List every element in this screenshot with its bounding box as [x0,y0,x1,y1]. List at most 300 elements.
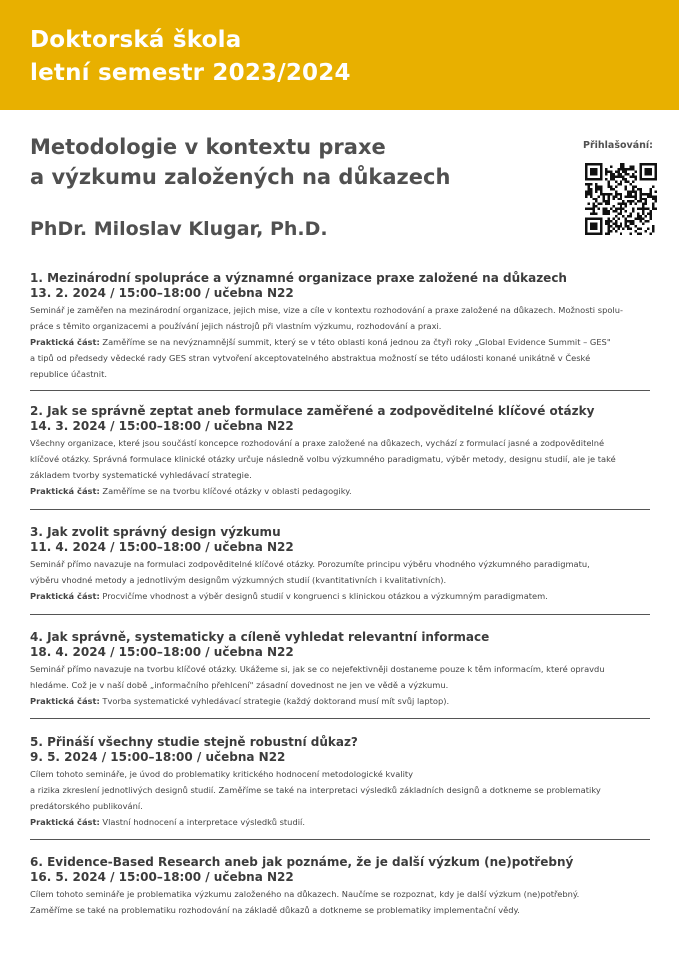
qr-module [650,168,652,170]
qr-module [595,218,597,220]
qr-module [612,223,614,225]
qr-module [587,208,589,210]
qr-module [647,193,649,195]
qr-module [647,208,649,210]
qr-module [597,233,599,235]
seminar-description [30,556,652,604]
qr-module [615,210,617,212]
seminar-section-4 [30,630,652,709]
qr-module [625,203,627,205]
description-line: výběru vhodné metody a jednotlivým designům výzkumných studií (kvantitativních i kvalitativních). [30,575,447,585]
qr-module [640,233,642,235]
qr-module [600,230,602,232]
qr-module [655,173,657,175]
seminar-title: 3. Jak zvolit správný design výzkumu [30,525,281,539]
qr-module [590,173,592,175]
qr-module [615,230,617,232]
qr-module [627,225,629,227]
qr-module [595,163,597,165]
qr-module [587,190,589,192]
qr-module [612,228,614,230]
qr-module [630,165,632,167]
qr-module [602,213,604,215]
qr-module [590,213,592,215]
qr-module [615,195,617,197]
qr-module [655,178,657,180]
qr-module [622,200,624,202]
qr-module [607,233,609,235]
practical-label: Praktická část: [30,337,100,347]
qr-module [590,193,592,195]
school-name: Doktorská škola [30,27,242,53]
qr-module [640,200,642,202]
qr-module [592,198,594,200]
qr-module [625,210,627,212]
qr-module [587,183,589,185]
qr-module [612,188,614,190]
qr-module [625,180,627,182]
section-divider [30,390,650,391]
qr-module [615,223,617,225]
qr-module [627,215,629,217]
qr-module [585,228,587,230]
qr-module [622,228,624,230]
qr-module [627,200,629,202]
qr-module [585,230,587,232]
qr-module [600,225,602,227]
qr-module [647,228,649,230]
practical-text: Zaměříme se na nevýznamnější summit, který se v této oblasti koná jednou za čtyři roky „Global Evidence Summit – GES" [102,337,611,347]
qr-module [632,220,634,222]
qr-module [595,183,597,185]
qr-module [605,233,607,235]
qr-module [620,173,622,175]
qr-module [647,178,649,180]
qr-module [647,173,649,175]
qr-module [602,195,604,197]
qr-module [627,168,629,170]
description-line: Cílem tohoto semináře, je úvod do problematiky kritického hodnocení metodologické kvality [30,769,414,779]
qr-module [617,228,619,230]
qr-module [650,195,652,197]
qr-module [605,223,607,225]
qr-module [595,225,597,227]
seminar-date: 11. 4. 2024 / 15:00–18:00 / učebna N22 [30,540,294,554]
qr-module [622,178,624,180]
qr-module [592,228,594,230]
qr-module [615,180,617,182]
qr-module [650,173,652,175]
qr-module [622,163,624,165]
qr-module [610,165,612,167]
qr-module [652,185,654,187]
qr-module [595,200,597,202]
qr-module [620,168,622,170]
qr-module [607,228,609,230]
seminar-date: 13. 2. 2024 / 15:00–18:00 / učebna N22 [30,286,294,300]
seminar-date: 18. 4. 2024 / 15:00–18:00 / učebna N22 [30,645,294,659]
qr-module [655,175,657,177]
qr-module [635,198,637,200]
qr-module [642,218,644,220]
qr-module [635,225,637,227]
qr-module [650,170,652,172]
description-line: Seminář je zaměřen na mezinárodní organizace, jejich mise, vize a cíle v kontextu rozhodování a praxe založené na důkazech. Možnosti spolu- [30,305,623,315]
qr-module [650,210,652,212]
description-line: Seminář přímo navazuje na formulaci zodpověditelné klíčové otázky. Porozumíte principu výběru vhodného výzkumného paradigmatu, [30,559,590,569]
seminar-description [30,302,652,382]
qr-module [637,233,639,235]
practical-line: republice účastnit. [30,369,107,379]
qr-module [600,185,602,187]
qr-module [600,228,602,230]
practical-label: Praktická část: [30,696,100,706]
qr-module [597,178,599,180]
qr-module [600,163,602,165]
qr-module [612,175,614,177]
qr-module [655,165,657,167]
qr-module [592,208,594,210]
qr-module [630,195,632,197]
qr-module [600,175,602,177]
qr-module [637,208,639,210]
qr-module [607,200,609,202]
qr-module [602,208,604,210]
practical-label: Praktická část: [30,486,100,496]
qr-module [587,193,589,195]
qr-module [600,170,602,172]
qr-module [650,233,652,235]
seminar-section-3 [30,525,652,604]
seminar-section-5 [30,735,652,830]
qr-module [600,223,602,225]
qr-module [587,203,589,205]
qr-module [587,188,589,190]
qr-module [622,203,624,205]
qr-module [620,163,622,165]
qr-module [595,213,597,215]
qr-module [637,218,639,220]
qr-module [585,175,587,177]
qr-module [625,173,627,175]
qr-module [655,163,657,165]
qr-module [620,195,622,197]
qr-module [587,218,589,220]
qr-module [595,173,597,175]
qr-module [587,163,589,165]
qr-module [595,190,597,192]
qr-module [617,175,619,177]
qr-module [652,225,654,227]
qr-module [607,210,609,212]
practical-text: Vlastní hodnocení a interpretace výsledků studií. [102,817,305,827]
qr-module [632,195,634,197]
qr-module [592,225,594,227]
qr-module [620,210,622,212]
qr-module [632,175,634,177]
qr-module [645,220,647,222]
qr-module [647,213,649,215]
qr-module [585,163,587,165]
seminar-description [30,435,652,499]
qr-module [630,200,632,202]
practical-line [30,483,652,499]
qr-module [610,185,612,187]
qr-module [600,203,602,205]
qr-module [585,165,587,167]
practical-line [30,588,652,604]
qr-module [617,213,619,215]
qr-module [625,195,627,197]
qr-module [590,223,592,225]
qr-module [607,198,609,200]
qr-module [620,205,622,207]
qr-module [620,180,622,182]
qr-module [655,170,657,172]
qr-module [590,183,592,185]
qr-module [640,208,642,210]
seminar-description [30,766,652,830]
qr-module [655,198,657,200]
qr-module [635,190,637,192]
seminar-date: 14. 3. 2024 / 15:00–18:00 / učebna N22 [30,419,294,433]
qr-module [610,188,612,190]
qr-module [627,190,629,192]
qr-module [607,213,609,215]
qr-module [590,233,592,235]
qr-module [592,205,594,207]
qr-module [620,165,622,167]
qr-module [617,198,619,200]
qr-module [642,198,644,200]
qr-module [627,220,629,222]
semester-label: letní semestr 2023/2024 [30,60,351,86]
seminar-section-2 [30,404,652,499]
qr-module [632,173,634,175]
qr-module [652,208,654,210]
qr-module [640,195,642,197]
qr-module [590,190,592,192]
qr-module [597,163,599,165]
header-banner [0,0,679,110]
qr-module [632,168,634,170]
qr-module [640,218,642,220]
seminar-description [30,886,652,918]
qr-module [630,190,632,192]
qr-module [632,180,634,182]
qr-module [600,233,602,235]
qr-module [655,200,657,202]
description-line: práce s těmito organizacemi a používání jejich nástrojů při vlastním výzkumu, rozhodování a praxi. [30,321,442,331]
qr-module [585,208,587,210]
qr-module [642,203,644,205]
qr-module [615,175,617,177]
practical-label: Praktická část: [30,591,100,601]
qr-module [632,208,634,210]
qr-module [632,200,634,202]
qr-module [612,205,614,207]
qr-module [617,173,619,175]
qr-module [597,185,599,187]
description-line: Seminář přímo navazuje na tvorbu klíčové otázky. Ukážeme si, jak se co nejefektivněji dostaneme pouze k těm informacím, které opravdu [30,664,605,674]
qr-module [590,218,592,220]
qr-module [602,198,604,200]
qr-module [590,195,592,197]
registration-qr-code[interactable] [585,163,657,235]
qr-module [595,170,597,172]
qr-module [635,218,637,220]
qr-module [650,193,652,195]
qr-module [597,188,599,190]
qr-module [592,173,594,175]
qr-module [617,218,619,220]
qr-module [620,208,622,210]
qr-module [585,173,587,175]
qr-module [600,178,602,180]
qr-module [600,218,602,220]
qr-module [620,175,622,177]
qr-module [605,213,607,215]
qr-module [635,193,637,195]
qr-module [607,203,609,205]
qr-module [652,195,654,197]
qr-module [640,220,642,222]
qr-module [615,215,617,217]
qr-module [610,208,612,210]
practical-text: Tvorba systematické vyhledávací strategie (každý doktorand musí mít svůj laptop). [102,696,450,706]
qr-module [652,205,654,207]
qr-module [630,168,632,170]
qr-module [590,178,592,180]
qr-module [600,220,602,222]
qr-module [585,178,587,180]
qr-module [607,225,609,227]
qr-module [622,208,624,210]
qr-module [590,170,592,172]
qr-module [595,188,597,190]
qr-module [585,223,587,225]
qr-module [605,193,607,195]
qr-module [635,195,637,197]
qr-module [645,203,647,205]
qr-module [645,178,647,180]
qr-module [652,230,654,232]
qr-module [600,168,602,170]
qr-module [585,225,587,227]
qr-module [630,183,632,185]
seminar-section-1 [30,271,652,382]
qr-module [617,193,619,195]
qr-module [620,213,622,215]
qr-module [617,203,619,205]
qr-module [625,170,627,172]
qr-module [647,195,649,197]
qr-module [612,218,614,220]
qr-module [592,218,594,220]
qr-module [655,195,657,197]
qr-module [632,210,634,212]
qr-module [642,205,644,207]
qr-module [602,200,604,202]
qr-module [600,190,602,192]
qr-module [627,180,629,182]
qr-module [607,183,609,185]
qr-module [612,195,614,197]
qr-module [647,220,649,222]
qr-module [627,173,629,175]
qr-module [642,213,644,215]
qr-module [600,173,602,175]
qr-module [637,188,639,190]
qr-module [640,198,642,200]
qr-module [615,190,617,192]
qr-module [600,188,602,190]
qr-module [615,193,617,195]
qr-module [595,233,597,235]
practical-line [30,334,652,350]
description-line: predátorského publikování. [30,801,143,811]
qr-module [585,190,587,192]
qr-module [587,233,589,235]
seminar-title: 1. Mezinárodní spolupráce a významné organizace praxe založené na důkazech [30,271,567,285]
qr-module [635,230,637,232]
description-line: Zaměříme se také na problematiku rozhodování na základě důkazů a dotkneme se problematiky implementační vědy. [30,905,520,915]
qr-module [615,170,617,172]
qr-module [630,213,632,215]
qr-module [585,168,587,170]
section-divider [30,509,650,510]
qr-module [620,233,622,235]
qr-module [597,208,599,210]
qr-module [612,178,614,180]
qr-module [655,190,657,192]
qr-module [595,168,597,170]
qr-module [640,175,642,177]
qr-module [585,233,587,235]
qr-module [602,210,604,212]
qr-module [585,195,587,197]
qr-module [605,173,607,175]
registration-label: Přihlašování: [583,140,653,151]
qr-module [650,215,652,217]
course-title [30,132,550,192]
qr-module [587,178,589,180]
qr-module [615,185,617,187]
qr-module [590,208,592,210]
qr-module [640,168,642,170]
qr-module [642,223,644,225]
qr-module [627,228,629,230]
qr-module [605,208,607,210]
qr-module [620,183,622,185]
qr-module [592,213,594,215]
practical-text: Procvičíme vhodnost a výběr designů studií v kongruenci s klinickou otázkou a výzkumným paradigmatem. [102,591,548,601]
qr-module [605,210,607,212]
seminar-title: 6. Evidence-Based Research aneb jak poznáme, že je další výzkum (ne)potřebný [30,855,574,869]
qr-module [632,185,634,187]
qr-module [590,168,592,170]
qr-module [622,175,624,177]
qr-module [592,170,594,172]
qr-module [595,185,597,187]
course-title-line-2: a výzkumu založených na důkazech [30,165,451,189]
qr-module [605,178,607,180]
seminar-title: 5. Přináší všechny studie stejně robustní důkaz? [30,735,358,749]
qr-module [642,178,644,180]
qr-module [592,203,594,205]
qr-module [610,170,612,172]
qr-module [592,178,594,180]
